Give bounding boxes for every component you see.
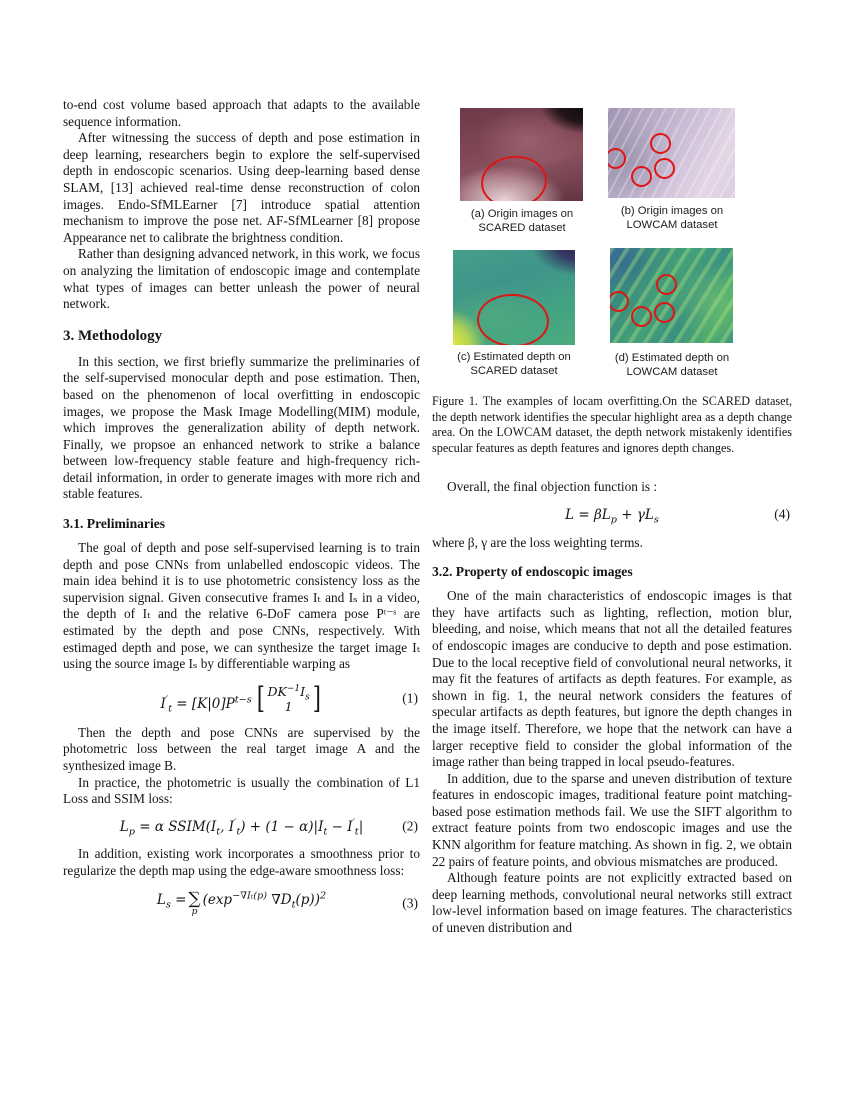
red-circle-annotation	[631, 306, 652, 327]
panel-caption-a: (a) Origin images on SCARED dataset	[470, 208, 574, 234]
panel-caption-c: (c) Estimated depth on SCARED dataset	[457, 351, 571, 377]
equation-4: $L = \beta L_p + \gamma L_s$ (4)	[565, 506, 790, 526]
body-paragraph: Although feature points are not explicitly extracted based on deep learning methods, convolutional neural networks still extract low-level information based on image features. The characteristics of uneven distribution and	[432, 870, 792, 936]
equation-3-body: $L_s$ = ∑ p ($\exp^{-\nabla I_t(p)}$ $\nabla D_t(p))^2$	[156, 888, 327, 917]
right-column	[432, 108, 792, 937]
equation-1-matrix: [ $DK^{-1}I_s$ 1 ]	[256, 681, 321, 717]
equation-1	[63, 681, 420, 717]
matrix-right-bracket: ]	[312, 681, 321, 717]
body-paragraph: The goal of depth and pose self-supervised learning is to train depth and pose CNNs from unlabelled endoscopic videos. The main idea behind it is to use photometric consistency loss as the supervision signal. Given consecutive frames Iₜ and Iₛ in a video, the depth of Iₜ and the relative 6-DoF camera pose Pᵗ⁻ˢ are estimated by the depth and pose CNNs, respectively. With estimaged depth and pose, we can synthesize the target image Iₜ using the source image Iₛ by differentiable warping as	[63, 540, 420, 672]
body-paragraph: where β, γ are the loss weighting terms.	[432, 534, 643, 550]
figure-1-panels	[432, 108, 792, 386]
equation-2: $L_p = \alpha$ $SSIM(I_t$, $I'_t) + (1 - \alpha)|I_t - I'_t|$ (2)	[119, 817, 418, 838]
body-paragraph: In this section, we first briefly summarize the preliminaries of the self-supervised monocular depth and pose estimation. Then, based on the phenomenon of local overfitting in endoscopic images, we propose the Mask Image Modelling(MIM) module, which improves the generalization ability of depth network. Finally, we propsoe an enhanced network to strike a balance between low-frequency stable feature and high-frequency rich-detail information, in order to generate images with more rich and stable features.	[63, 353, 420, 502]
section-heading-methodology: 3. Methodology	[63, 327, 163, 344]
red-circle-annotation	[656, 274, 677, 295]
red-circle-annotation	[650, 133, 671, 154]
left-column	[63, 97, 420, 928]
subsection-heading-property: 3.2. Property of endoscopic images	[432, 564, 633, 580]
red-circle-annotation	[608, 148, 626, 169]
figure-panel-lowcam-origin-image	[608, 108, 735, 198]
figure-panel-scared-origin-image	[460, 108, 583, 201]
red-ellipse-annotation	[478, 153, 549, 201]
red-circle-annotation	[654, 302, 675, 323]
red-circle-annotation	[631, 166, 652, 187]
matrix-bottom-row: 1	[284, 698, 293, 714]
panel-caption-d: (d) Estimated depth on LOWCAM dataset	[614, 352, 730, 378]
panel-caption-b: (b) Origin images on LOWCAM dataset	[620, 205, 724, 231]
body-paragraph: In addition, existing work incorporates a smoothness prior to regularize the depth map using the edge-aware smoothness loss:	[63, 846, 420, 878]
body-paragraph: One of the main characteristics of endoscopic images is that they have artifacts such as lighting, reflection, motion blur, bleeding, and noise, which means that not all the detailed features of endoscopic images are conducive to depth and pose estimation. Due to the local receptive field of convolutional neural networks, it may fit the features of artifacts as depth features. For example, as shown in fig. 1, the neural network considers the features of specular artifacts as depth features, but ignore the depth changes in the image itself. Therefore, we hope that the network can have a larger receptive field to consider the global information of the image rather than being trapped in local pseudo-features.	[432, 588, 792, 770]
figure-1	[432, 108, 792, 456]
equation-number: (1)	[402, 690, 418, 706]
figure-panel-scared-depth-map	[453, 250, 575, 345]
red-circle-annotation	[610, 291, 629, 312]
body-paragraph: Then the depth and pose CNNs are supervised by the photometric loss between the real target image A and the synthesized image B.	[63, 724, 420, 773]
body-paragraph: In practice, the photometric is usually the combination of L1 Loss and SSIM loss:	[63, 774, 420, 807]
subsection-heading-preliminaries: 3.1. Preliminaries	[63, 516, 166, 532]
equation-number: (3)	[402, 895, 418, 911]
summation-symbol: ∑ p	[188, 888, 201, 917]
equation-1-body: $I'_t = [K|0]P^{t-s}$ [ $DK^{-1}I_s$ 1 ]	[160, 681, 321, 717]
equation-3	[63, 888, 420, 917]
red-circle-annotation	[654, 158, 675, 179]
matrix-left-bracket: [	[256, 681, 265, 717]
body-paragraph: Overall, the final objection function is :	[447, 479, 658, 495]
body-paragraph: to-end cost volume based approach that adapts to the available sequence information.	[63, 97, 420, 129]
body-paragraph: After witnessing the success of depth and pose estimation in deep learning, researchers begin to explore the self-supervised depth in endoscopic scenarios. Using deep-learning based dense SLAM, [13] achieved real-time dense reconstruction of colon images. Endo-SfMLEarner [7] introduce spatial attention mechanism to improve the pose net. AF-SfMLearner [8] propose Appearance net to calibrate the brightness condition.	[63, 130, 420, 245]
figure-1-caption: Figure 1. The examples of locam overfitting.On the SCARED dataset, the depth network identifies the specular highlight area as a depth change area. On the LOWCAM dataset, the depth network mistakenly identifies specular features as depth features and ignores depth changes.	[432, 394, 792, 455]
equation-number: (2)	[402, 818, 418, 834]
figure-panel-lowcam-depth-map	[610, 248, 733, 343]
equation-number: (4)	[774, 506, 790, 522]
red-ellipse-annotation	[476, 292, 551, 345]
body-paragraph: Rather than designing advanced network, in this work, we focus on analyzing the limitation of endoscopic image and contemplate what types of images can better unleash the power of neural network.	[63, 246, 420, 312]
body-paragraph: In addition, due to the sparse and uneven distribution of texture features in endoscopic images, traditional feature point matching-based pose estimation methods fail. We use the SIFT algorithm to extract feature points from two endoscopic images and use the KNN algorithm for feature matching. As shown in fig. 2, we obtain 22 pairs of feature points, and obvious mismatches are produced.	[432, 770, 792, 869]
